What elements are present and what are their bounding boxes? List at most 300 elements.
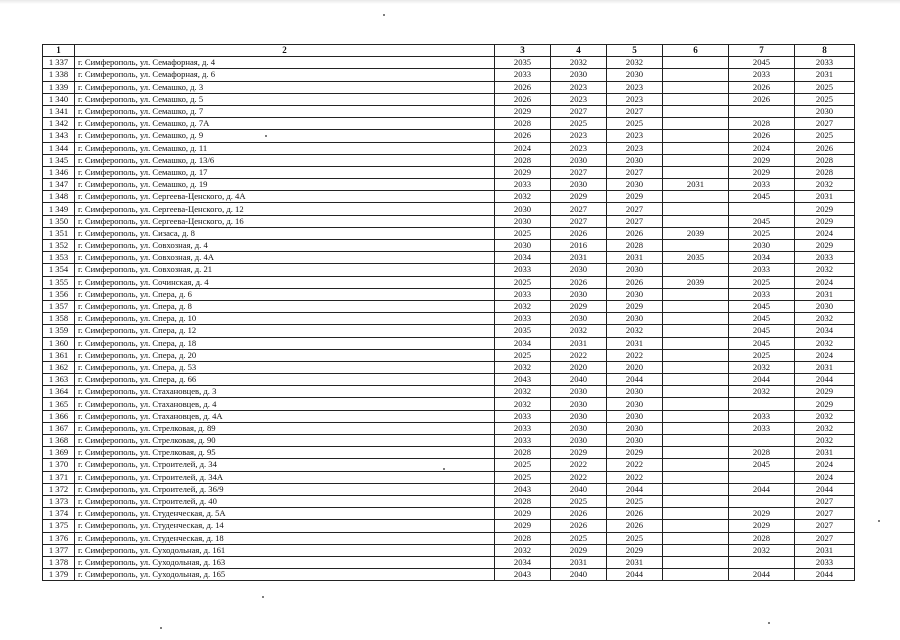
address-cell: г. Симферополь, ул. Сергеева-Ценского, д. 12 bbox=[75, 203, 495, 215]
year-cell-5: 2026 bbox=[607, 227, 663, 239]
address-cell: г. Симферополь, ул. Строителей, д. 36/9 bbox=[75, 483, 495, 495]
address-cell: г. Симферополь, ул. Семашко, д. 19 bbox=[75, 179, 495, 191]
year-cell-8: 2032 bbox=[795, 422, 855, 434]
year-cell-3: 2029 bbox=[495, 508, 551, 520]
table-row bbox=[43, 130, 855, 142]
table-row bbox=[43, 154, 855, 166]
table-body bbox=[43, 57, 855, 581]
year-cell-6 bbox=[663, 93, 729, 105]
year-cell-8: 2030 bbox=[795, 300, 855, 312]
row-number-cell: 1 372 bbox=[43, 483, 75, 495]
year-cell-6 bbox=[663, 374, 729, 386]
housing-schedule-table bbox=[42, 44, 855, 581]
year-cell-4: 2030 bbox=[551, 313, 607, 325]
year-cell-5: 2030 bbox=[607, 410, 663, 422]
address-cell: г. Симферополь, ул. Студенческая, д. 18 bbox=[75, 532, 495, 544]
column-header-4: 4 bbox=[551, 45, 607, 57]
year-cell-6 bbox=[663, 532, 729, 544]
year-cell-4: 2040 bbox=[551, 569, 607, 581]
year-cell-5: 2022 bbox=[607, 471, 663, 483]
year-cell-5: 2029 bbox=[607, 544, 663, 556]
address-cell: г. Симферополь, ул. Совхозная, д. 21 bbox=[75, 264, 495, 276]
row-number-cell: 1 378 bbox=[43, 556, 75, 568]
table-row bbox=[43, 520, 855, 532]
table-row bbox=[43, 264, 855, 276]
year-cell-8: 2028 bbox=[795, 166, 855, 178]
year-cell-4: 2022 bbox=[551, 471, 607, 483]
year-cell-6 bbox=[663, 215, 729, 227]
year-cell-6 bbox=[663, 361, 729, 373]
address-cell: г. Симферополь, ул. Семашко, д. 9 bbox=[75, 130, 495, 142]
table-row bbox=[43, 435, 855, 447]
year-cell-6 bbox=[663, 459, 729, 471]
table-row bbox=[43, 69, 855, 81]
table-row bbox=[43, 556, 855, 568]
address-cell: г. Симферополь, ул. Семашко, д. 3 bbox=[75, 81, 495, 93]
year-cell-8: 2032 bbox=[795, 313, 855, 325]
year-cell-8: 2032 bbox=[795, 179, 855, 191]
table-row bbox=[43, 447, 855, 459]
address-cell: г. Симферополь, ул. Студенческая, д. 5А bbox=[75, 508, 495, 520]
year-cell-7: 2032 bbox=[729, 386, 795, 398]
year-cell-3: 2026 bbox=[495, 93, 551, 105]
row-number-cell: 1 375 bbox=[43, 520, 75, 532]
address-cell: г. Симферополь, ул. Спера, д. 20 bbox=[75, 349, 495, 361]
year-cell-4: 2023 bbox=[551, 81, 607, 93]
year-cell-5: 2031 bbox=[607, 252, 663, 264]
year-cell-7: 2033 bbox=[729, 179, 795, 191]
address-cell: г. Симферополь, ул. Суходольная, д. 163 bbox=[75, 556, 495, 568]
year-cell-7: 2033 bbox=[729, 69, 795, 81]
year-cell-7: 2032 bbox=[729, 544, 795, 556]
year-cell-7: 2034 bbox=[729, 252, 795, 264]
year-cell-6 bbox=[663, 264, 729, 276]
year-cell-3: 2026 bbox=[495, 130, 551, 142]
year-cell-5: 2030 bbox=[607, 386, 663, 398]
year-cell-5: 2027 bbox=[607, 215, 663, 227]
year-cell-3: 2033 bbox=[495, 264, 551, 276]
year-cell-7: 2024 bbox=[729, 142, 795, 154]
table-row bbox=[43, 313, 855, 325]
year-cell-6 bbox=[663, 569, 729, 581]
year-cell-8: 2024 bbox=[795, 349, 855, 361]
address-cell: г. Симферополь, ул. Суходольная, д. 165 bbox=[75, 569, 495, 581]
row-number-cell: 1 355 bbox=[43, 276, 75, 288]
year-cell-8: 2025 bbox=[795, 93, 855, 105]
column-header-8: 8 bbox=[795, 45, 855, 57]
year-cell-8: 2027 bbox=[795, 520, 855, 532]
year-cell-5: 2030 bbox=[607, 422, 663, 434]
year-cell-6 bbox=[663, 118, 729, 130]
table-row bbox=[43, 410, 855, 422]
address-cell: г. Симферополь, ул. Семашко, д. 17 bbox=[75, 166, 495, 178]
year-cell-8: 2031 bbox=[795, 361, 855, 373]
year-cell-5: 2029 bbox=[607, 447, 663, 459]
year-cell-4: 2026 bbox=[551, 227, 607, 239]
year-cell-3: 2035 bbox=[495, 325, 551, 337]
year-cell-3: 2034 bbox=[495, 337, 551, 349]
table-row bbox=[43, 459, 855, 471]
row-number-cell: 1 373 bbox=[43, 495, 75, 507]
row-number-cell: 1 347 bbox=[43, 179, 75, 191]
year-cell-6 bbox=[663, 313, 729, 325]
row-number-cell: 1 354 bbox=[43, 264, 75, 276]
year-cell-8: 2029 bbox=[795, 386, 855, 398]
year-cell-5: 2044 bbox=[607, 569, 663, 581]
address-cell: г. Симферополь, ул. Спера, д. 18 bbox=[75, 337, 495, 349]
year-cell-7: 2028 bbox=[729, 532, 795, 544]
year-cell-3: 2028 bbox=[495, 154, 551, 166]
column-header-2: 2 bbox=[75, 45, 495, 57]
year-cell-4: 2023 bbox=[551, 142, 607, 154]
year-cell-7: 2045 bbox=[729, 313, 795, 325]
table-row bbox=[43, 471, 855, 483]
year-cell-4: 2030 bbox=[551, 422, 607, 434]
address-cell: г. Симферополь, ул. Стрелковая, д. 89 bbox=[75, 422, 495, 434]
address-cell: г. Симферополь, ул. Сочинская, д. 4 bbox=[75, 276, 495, 288]
year-cell-6 bbox=[663, 288, 729, 300]
year-cell-8: 2024 bbox=[795, 459, 855, 471]
row-number-cell: 1 369 bbox=[43, 447, 75, 459]
table-row bbox=[43, 300, 855, 312]
year-cell-3: 2032 bbox=[495, 398, 551, 410]
year-cell-7: 2033 bbox=[729, 264, 795, 276]
year-cell-4: 2030 bbox=[551, 398, 607, 410]
year-cell-6 bbox=[663, 337, 729, 349]
year-cell-3: 2033 bbox=[495, 435, 551, 447]
row-number-cell: 1 361 bbox=[43, 349, 75, 361]
year-cell-4: 2016 bbox=[551, 240, 607, 252]
row-number-cell: 1 379 bbox=[43, 569, 75, 581]
year-cell-4: 2040 bbox=[551, 374, 607, 386]
row-number-cell: 1 371 bbox=[43, 471, 75, 483]
year-cell-4: 2030 bbox=[551, 179, 607, 191]
row-number-cell: 1 353 bbox=[43, 252, 75, 264]
year-cell-6: 2031 bbox=[663, 179, 729, 191]
year-cell-8: 2033 bbox=[795, 252, 855, 264]
address-cell: г. Симферополь, ул. Совхозная, д. 4А bbox=[75, 252, 495, 264]
table-row bbox=[43, 166, 855, 178]
year-cell-7 bbox=[729, 556, 795, 568]
year-cell-4: 2032 bbox=[551, 57, 607, 69]
year-cell-8: 2029 bbox=[795, 215, 855, 227]
year-cell-3: 2025 bbox=[495, 276, 551, 288]
year-cell-4: 2030 bbox=[551, 410, 607, 422]
year-cell-3: 2030 bbox=[495, 215, 551, 227]
year-cell-8: 2034 bbox=[795, 325, 855, 337]
table-row bbox=[43, 252, 855, 264]
year-cell-8: 2026 bbox=[795, 142, 855, 154]
year-cell-6 bbox=[663, 447, 729, 459]
year-cell-7: 2029 bbox=[729, 154, 795, 166]
year-cell-7: 2032 bbox=[729, 361, 795, 373]
address-cell: г. Симферополь, ул. Суходольная, д. 161 bbox=[75, 544, 495, 556]
column-header-1: 1 bbox=[43, 45, 75, 57]
row-number-cell: 1 359 bbox=[43, 325, 75, 337]
address-cell: г. Симферополь, ул. Стахановцев, д. 4 bbox=[75, 398, 495, 410]
table-row bbox=[43, 118, 855, 130]
year-cell-3: 2034 bbox=[495, 252, 551, 264]
year-cell-4: 2029 bbox=[551, 447, 607, 459]
year-cell-4: 2027 bbox=[551, 203, 607, 215]
year-cell-3: 2035 bbox=[495, 57, 551, 69]
year-cell-3: 2024 bbox=[495, 142, 551, 154]
table-row bbox=[43, 386, 855, 398]
year-cell-8: 2027 bbox=[795, 508, 855, 520]
year-cell-7: 2025 bbox=[729, 349, 795, 361]
row-number-cell: 1 344 bbox=[43, 142, 75, 154]
year-cell-4: 2031 bbox=[551, 556, 607, 568]
column-header-7: 7 bbox=[729, 45, 795, 57]
year-cell-4: 2030 bbox=[551, 435, 607, 447]
year-cell-3: 2033 bbox=[495, 288, 551, 300]
year-cell-5: 2029 bbox=[607, 191, 663, 203]
row-number-cell: 1 352 bbox=[43, 240, 75, 252]
address-cell: г. Симферополь, ул. Семашко, д. 7А bbox=[75, 118, 495, 130]
year-cell-8: 2027 bbox=[795, 532, 855, 544]
year-cell-3: 2033 bbox=[495, 422, 551, 434]
year-cell-7: 2045 bbox=[729, 325, 795, 337]
year-cell-4: 2030 bbox=[551, 288, 607, 300]
year-cell-3: 2029 bbox=[495, 166, 551, 178]
year-cell-7: 2045 bbox=[729, 300, 795, 312]
year-cell-5: 2022 bbox=[607, 459, 663, 471]
year-cell-7: 2033 bbox=[729, 410, 795, 422]
year-cell-5: 2022 bbox=[607, 349, 663, 361]
table-row bbox=[43, 215, 855, 227]
year-cell-4: 2029 bbox=[551, 191, 607, 203]
year-cell-3: 2030 bbox=[495, 240, 551, 252]
year-cell-5: 2023 bbox=[607, 81, 663, 93]
year-cell-4: 2027 bbox=[551, 215, 607, 227]
year-cell-8: 2029 bbox=[795, 240, 855, 252]
year-cell-6 bbox=[663, 410, 729, 422]
year-cell-4: 2022 bbox=[551, 459, 607, 471]
table-row bbox=[43, 276, 855, 288]
table-row bbox=[43, 349, 855, 361]
year-cell-5: 2025 bbox=[607, 495, 663, 507]
year-cell-4: 2031 bbox=[551, 337, 607, 349]
year-cell-7: 2029 bbox=[729, 508, 795, 520]
year-cell-7: 2045 bbox=[729, 57, 795, 69]
table-row bbox=[43, 203, 855, 215]
row-number-cell: 1 363 bbox=[43, 374, 75, 386]
table-row bbox=[43, 227, 855, 239]
year-cell-4: 2023 bbox=[551, 93, 607, 105]
year-cell-4: 2040 bbox=[551, 483, 607, 495]
year-cell-6 bbox=[663, 142, 729, 154]
year-cell-3: 2029 bbox=[495, 105, 551, 117]
row-number-cell: 1 350 bbox=[43, 215, 75, 227]
row-number-cell: 1 348 bbox=[43, 191, 75, 203]
address-cell: г. Симферополь, ул. Сизаса, д. 8 bbox=[75, 227, 495, 239]
year-cell-5: 2027 bbox=[607, 203, 663, 215]
year-cell-5: 2030 bbox=[607, 264, 663, 276]
year-cell-7: 2044 bbox=[729, 483, 795, 495]
address-cell: г. Симферополь, ул. Спера, д. 66 bbox=[75, 374, 495, 386]
year-cell-7: 2045 bbox=[729, 191, 795, 203]
year-cell-7: 2033 bbox=[729, 288, 795, 300]
year-cell-6 bbox=[663, 495, 729, 507]
year-cell-6 bbox=[663, 544, 729, 556]
year-cell-4: 2025 bbox=[551, 118, 607, 130]
year-cell-7: 2028 bbox=[729, 447, 795, 459]
column-header-5: 5 bbox=[607, 45, 663, 57]
year-cell-6 bbox=[663, 325, 729, 337]
address-cell: г. Симферополь, ул. Спера, д. 6 bbox=[75, 288, 495, 300]
year-cell-8: 2030 bbox=[795, 105, 855, 117]
year-cell-3: 2043 bbox=[495, 483, 551, 495]
year-cell-6 bbox=[663, 191, 729, 203]
year-cell-5: 2030 bbox=[607, 179, 663, 191]
year-cell-7: 2045 bbox=[729, 337, 795, 349]
year-cell-5: 2026 bbox=[607, 276, 663, 288]
row-number-cell: 1 368 bbox=[43, 435, 75, 447]
year-cell-5: 2030 bbox=[607, 69, 663, 81]
year-cell-8: 2033 bbox=[795, 556, 855, 568]
address-cell: г. Симферополь, ул. Стрелковая, д. 95 bbox=[75, 447, 495, 459]
row-number-cell: 1 376 bbox=[43, 532, 75, 544]
year-cell-8: 2031 bbox=[795, 544, 855, 556]
address-cell: г. Симферополь, ул. Стрелковая, д. 90 bbox=[75, 435, 495, 447]
year-cell-8: 2044 bbox=[795, 483, 855, 495]
row-number-cell: 1 364 bbox=[43, 386, 75, 398]
year-cell-7: 2044 bbox=[729, 569, 795, 581]
table-header-row bbox=[43, 45, 855, 57]
address-cell: г. Симферополь, ул. Строителей, д. 40 bbox=[75, 495, 495, 507]
address-cell: г. Симферополь, ул. Стахановцев, д. 3 bbox=[75, 386, 495, 398]
row-number-cell: 1 365 bbox=[43, 398, 75, 410]
year-cell-8: 2032 bbox=[795, 337, 855, 349]
scan-speck bbox=[768, 622, 770, 624]
row-number-cell: 1 343 bbox=[43, 130, 75, 142]
table-row bbox=[43, 422, 855, 434]
table-row bbox=[43, 361, 855, 373]
year-cell-5: 2025 bbox=[607, 118, 663, 130]
table-row bbox=[43, 532, 855, 544]
year-cell-3: 2029 bbox=[495, 520, 551, 532]
row-number-cell: 1 366 bbox=[43, 410, 75, 422]
year-cell-7: 2045 bbox=[729, 459, 795, 471]
year-cell-7: 2030 bbox=[729, 240, 795, 252]
year-cell-3: 2032 bbox=[495, 544, 551, 556]
year-cell-5: 2032 bbox=[607, 57, 663, 69]
year-cell-8: 2033 bbox=[795, 57, 855, 69]
year-cell-5: 2032 bbox=[607, 325, 663, 337]
year-cell-3: 2032 bbox=[495, 386, 551, 398]
year-cell-7: 2033 bbox=[729, 422, 795, 434]
year-cell-5: 2026 bbox=[607, 508, 663, 520]
year-cell-3: 2025 bbox=[495, 471, 551, 483]
year-cell-7: 2029 bbox=[729, 166, 795, 178]
year-cell-8: 2032 bbox=[795, 410, 855, 422]
address-cell: г. Симферополь, ул. Спера, д. 12 bbox=[75, 325, 495, 337]
address-cell: г. Симферополь, ул. Совхозная, д. 4 bbox=[75, 240, 495, 252]
address-cell: г. Симферополь, ул. Стахановцев, д. 4А bbox=[75, 410, 495, 422]
year-cell-3: 2033 bbox=[495, 179, 551, 191]
year-cell-8: 2029 bbox=[795, 398, 855, 410]
year-cell-3: 2033 bbox=[495, 313, 551, 325]
year-cell-3: 2026 bbox=[495, 81, 551, 93]
table-row bbox=[43, 191, 855, 203]
year-cell-4: 2029 bbox=[551, 544, 607, 556]
table-row bbox=[43, 81, 855, 93]
table-row bbox=[43, 179, 855, 191]
year-cell-5: 2023 bbox=[607, 130, 663, 142]
year-cell-7: 2045 bbox=[729, 215, 795, 227]
year-cell-6 bbox=[663, 300, 729, 312]
year-cell-5: 2044 bbox=[607, 374, 663, 386]
year-cell-7 bbox=[729, 398, 795, 410]
year-cell-8: 2028 bbox=[795, 154, 855, 166]
year-cell-7: 2026 bbox=[729, 81, 795, 93]
table-row bbox=[43, 398, 855, 410]
year-cell-4: 2030 bbox=[551, 386, 607, 398]
year-cell-4: 2031 bbox=[551, 252, 607, 264]
year-cell-5: 2026 bbox=[607, 520, 663, 532]
year-cell-4: 2029 bbox=[551, 300, 607, 312]
year-cell-3: 2028 bbox=[495, 495, 551, 507]
year-cell-6 bbox=[663, 105, 729, 117]
year-cell-4: 2030 bbox=[551, 264, 607, 276]
year-cell-8: 2024 bbox=[795, 227, 855, 239]
table-row bbox=[43, 495, 855, 507]
year-cell-6 bbox=[663, 57, 729, 69]
year-cell-7: 2026 bbox=[729, 130, 795, 142]
scan-speck bbox=[383, 14, 385, 16]
year-cell-6 bbox=[663, 203, 729, 215]
year-cell-6 bbox=[663, 520, 729, 532]
table-row bbox=[43, 142, 855, 154]
scan-speck bbox=[878, 520, 880, 522]
year-cell-5: 2027 bbox=[607, 166, 663, 178]
address-cell: г. Симферополь, ул. Семашко, д. 5 bbox=[75, 93, 495, 105]
year-cell-8: 2027 bbox=[795, 495, 855, 507]
year-cell-6: 2039 bbox=[663, 227, 729, 239]
address-cell: г. Симферополь, ул. Семашко, д. 7 bbox=[75, 105, 495, 117]
year-cell-3: 2034 bbox=[495, 556, 551, 568]
year-cell-4: 2023 bbox=[551, 130, 607, 142]
table-row bbox=[43, 93, 855, 105]
year-cell-4: 2032 bbox=[551, 325, 607, 337]
year-cell-3: 2043 bbox=[495, 374, 551, 386]
year-cell-7: 2028 bbox=[729, 118, 795, 130]
table-row bbox=[43, 105, 855, 117]
year-cell-5: 2025 bbox=[607, 532, 663, 544]
address-cell: г. Симферополь, ул. Сергеева-Ценского, д. 4А bbox=[75, 191, 495, 203]
address-cell: г. Симферополь, ул. Семафорная, д. 6 bbox=[75, 69, 495, 81]
year-cell-7: 2026 bbox=[729, 93, 795, 105]
year-cell-4: 2026 bbox=[551, 520, 607, 532]
year-cell-8: 2031 bbox=[795, 191, 855, 203]
year-cell-6 bbox=[663, 556, 729, 568]
table-row bbox=[43, 57, 855, 69]
year-cell-6 bbox=[663, 422, 729, 434]
row-number-cell: 1 367 bbox=[43, 422, 75, 434]
year-cell-7 bbox=[729, 105, 795, 117]
table-row bbox=[43, 337, 855, 349]
year-cell-3: 2028 bbox=[495, 118, 551, 130]
year-cell-6 bbox=[663, 386, 729, 398]
row-number-cell: 1 349 bbox=[43, 203, 75, 215]
year-cell-4: 2030 bbox=[551, 69, 607, 81]
year-cell-3: 2033 bbox=[495, 410, 551, 422]
year-cell-8: 2025 bbox=[795, 81, 855, 93]
table-row bbox=[43, 374, 855, 386]
year-cell-3: 2028 bbox=[495, 447, 551, 459]
row-number-cell: 1 370 bbox=[43, 459, 75, 471]
year-cell-6 bbox=[663, 483, 729, 495]
